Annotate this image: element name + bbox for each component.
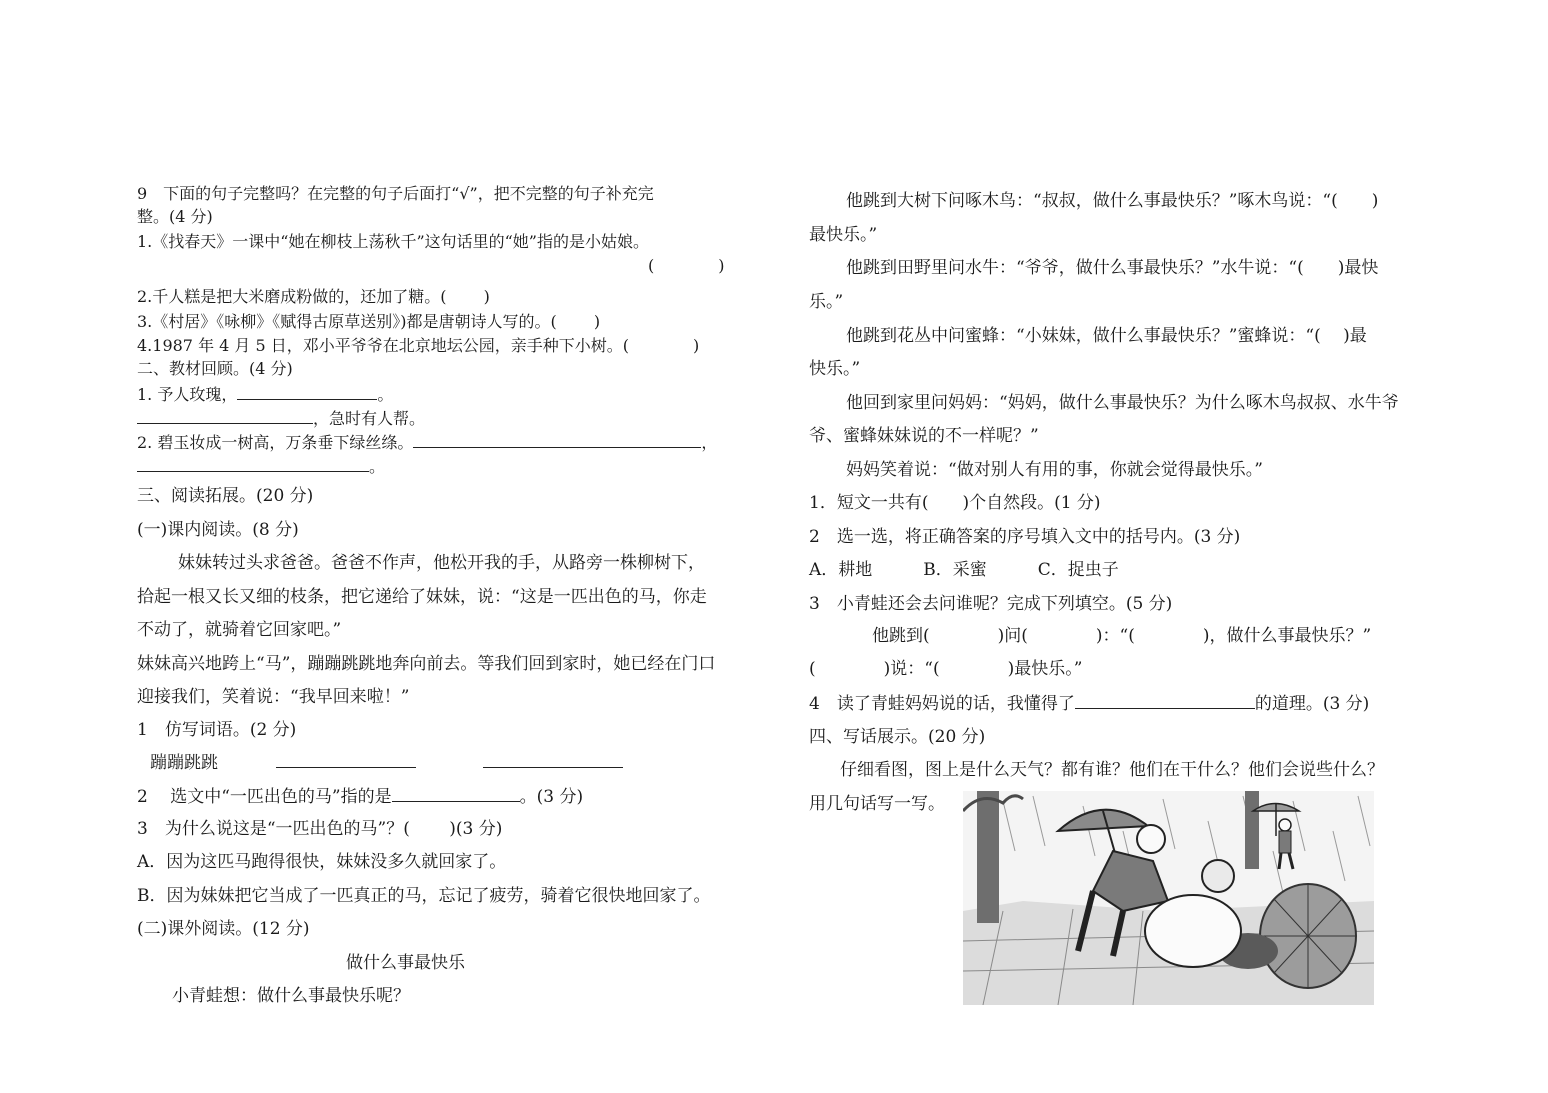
section-2-item-2-text: 2. 碧玉妆成一树高，万条垂下绿丝绦。 [137, 433, 414, 452]
answer-blank[interactable] [1075, 693, 1255, 709]
part-1-title: (一)课内阅读。(8 分) [137, 520, 299, 540]
section-2-item-2b-end: 。 [369, 457, 386, 476]
answer-blank[interactable] [137, 408, 241, 424]
passage-1-line-3: 不动了，就骑着它回家吧。” [137, 620, 342, 640]
story-paragraph-4-line-2: 快乐。” [809, 359, 861, 379]
section-3-title: 三、阅读拓展。(20 分) [137, 486, 314, 506]
story-paragraph-5-line-2: 爷、蜜蜂妹妹说的不一样呢？” [809, 426, 1039, 446]
section-2-item-2-comma: ， [701, 433, 718, 452]
story-paragraph-3-line-2: 乐。” [809, 292, 844, 312]
section-2-item-2 [137, 432, 717, 453]
part-2-question-4 [809, 693, 1369, 714]
part-1-question-2 [137, 786, 583, 807]
q9-instruction-line2: 整。(4 分) [137, 207, 213, 226]
part-1-question-3: 3 为什么说这是“一匹出色的马”？( )(3 分) [137, 819, 503, 839]
q9-item-2: 2.千人糕是把大米磨成粉做的，还加了糖。( ) [137, 287, 490, 306]
section-2-item-2b [137, 456, 385, 477]
story-paragraph-4-line-1: 他跳到花丛中问蜜蜂：“小妹妹，做什么事最快乐？”蜜蜂说：“( )最 [846, 326, 1367, 346]
section-2-item-1b-end: ，急时有人帮。 [313, 409, 426, 428]
q9-item-3: 3.《村居》《咏柳》《赋得古原草送别》)都是唐朝诗人写的。( ) [137, 312, 601, 331]
story-paragraph-5-line-1: 他回到家里问妈妈：“妈妈，做什么事最快乐？为什么啄木鸟叔叔、水牛爷 [846, 393, 1399, 413]
part-1-question-2-text: 2 选文中“一匹出色的马”指的是 [137, 787, 392, 807]
part-1-question-1-word: 蹦蹦跳跳 [150, 753, 218, 773]
part-2-question-4-end: 的道理。(3 分) [1254, 694, 1370, 714]
part-2-question-3-line-1: 他跳到( )问( )：“( )，做什么事最快乐？” [872, 626, 1372, 646]
passage-1-line-2: 拾起一根又长又细的枝条，把它递给了妹妹，说：“这是一匹出色的马，你走 [137, 587, 707, 607]
passage-1-line-1: 妹妹转过头求爸爸。爸爸不作声，他松开我的手，从路旁一株柳树下， [178, 553, 705, 573]
blank-wrapper [483, 752, 623, 773]
section-2-item-1 [137, 384, 393, 405]
story-title: 做什么事最快乐 [346, 953, 465, 973]
section-4-prompt-line-2: 用几句话写一写。 [809, 794, 945, 814]
q9-item-1-answer-paren[interactable]: ( ) [648, 256, 725, 275]
story-line-1: 小青蛙想：做什么事最快乐呢？ [172, 986, 410, 1006]
rain-umbrella-illustration-icon [963, 791, 1374, 1005]
passage-1-line-4: 妹妹高兴地跨上“马”，蹦蹦跳跳地奔向前去。等我们回到家时，她已经在门口 [137, 654, 716, 674]
q9-item-4: 4.1987 年 4 月 5 日，邓小平爷爷在北京地坛公园，亲手种下小树。( ) [137, 336, 700, 355]
answer-blank[interactable] [392, 786, 520, 802]
part-1-option-b: B．因为妹妹把它当成了一匹真正的马，忘记了疲劳，骑着它很快地回家了。 [137, 886, 711, 906]
story-paragraph-3-line-1: 他跳到田野里问水牛：“爷爷，做什么事最快乐？”水牛说：“( )最快 [846, 258, 1379, 278]
section-2-item-1b [137, 408, 425, 429]
part-2-question-3: 3 小青蛙还会去问谁呢？完成下列填空。(5 分) [809, 594, 1173, 614]
part-2-question-2-options: A．耕地 B．采蜜 C．捉虫子 [809, 560, 1119, 580]
q9-item-1: 1.《找春天》一课中“她在柳枝上荡秋千”这句话里的“她”指的是小姑娘。 [137, 232, 649, 251]
section-4-title: 四、写话展示。(20 分) [809, 727, 986, 747]
part-1-question-2-end: 。(3 分) [519, 787, 584, 807]
part-1-option-a: A．因为这匹马跑得很快，妹妹没多久就回家了。 [137, 852, 507, 872]
section-4-prompt-line-1: 仔细看图，图上是什么天气？都有谁？他们在干什么？他们会说些什么？ [840, 760, 1384, 780]
answer-blank[interactable] [237, 384, 377, 400]
story-paragraph-2-line-1: 他跳到大树下问啄木鸟：“叔叔，做什么事最快乐？”啄木鸟说：“( ) [846, 191, 1379, 211]
section-2-title: 二、教材回顾。(4 分) [137, 359, 293, 378]
answer-blank[interactable] [483, 752, 623, 768]
story-paragraph-2-line-2: 最快乐。” [809, 225, 878, 245]
part-2-question-4-text: 4 读了青蛙妈妈说的话，我懂得了 [809, 694, 1075, 714]
q9-instruction-line1: 9 下面的句子完整吗？在完整的句子后面打“√”，把不完整的句子补充完 [137, 184, 654, 203]
answer-blank[interactable] [241, 408, 313, 424]
section-2-item-1-text: 1. 予人玫瑰， [137, 385, 238, 404]
part-2-title: (二)课外阅读。(12 分) [137, 919, 310, 939]
blank-wrapper [276, 752, 416, 773]
part-2-question-2: 2 选一选，将正确答案的序号填入文中的括号内。(3 分) [809, 527, 1241, 547]
answer-blank[interactable] [276, 752, 416, 768]
section-2-item-1-end: 。 [377, 385, 394, 404]
part-1-question-1: 1 仿写词语。(2 分) [137, 720, 297, 740]
answer-blank[interactable] [137, 456, 369, 472]
story-paragraph-6: 妈妈笑着说：“做对别人有用的事，你就会觉得最快乐。” [846, 460, 1263, 480]
part-2-question-1: 1．短文一共有( )个自然段。(1 分) [809, 493, 1101, 513]
part-2-question-3-line-2: ( )说：“( )最快乐。” [809, 659, 1083, 679]
answer-blank[interactable] [413, 432, 701, 448]
passage-1-line-5: 迎接我们，笑着说：“我早回来啦！” [137, 687, 410, 707]
